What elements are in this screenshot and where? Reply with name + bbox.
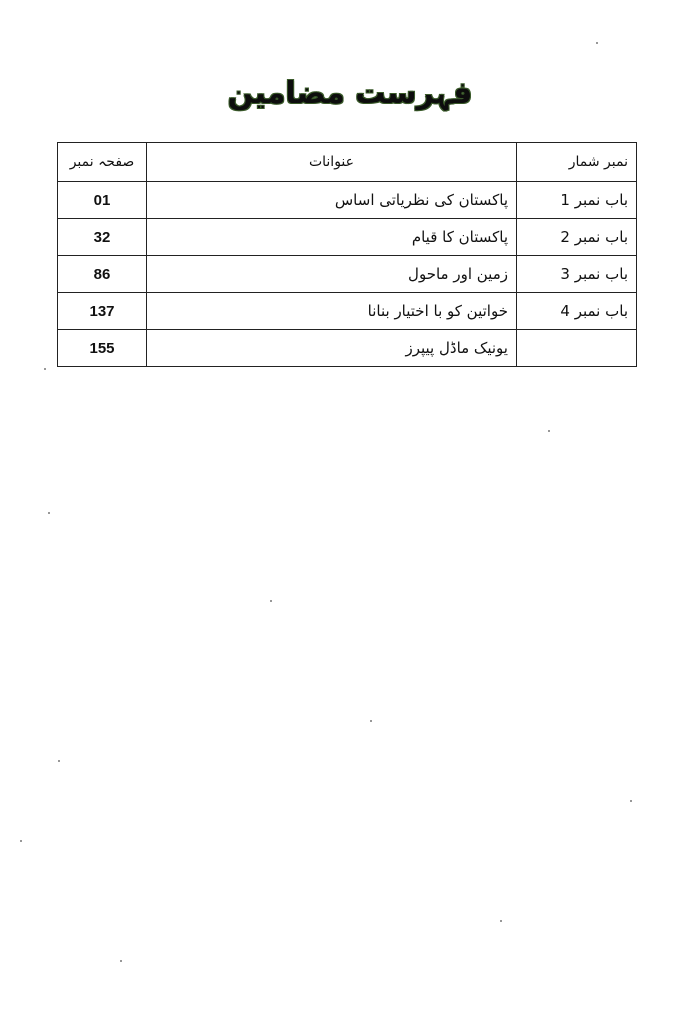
chapter-number (517, 330, 637, 367)
header-title: عنوانات (147, 143, 517, 182)
table-row (58, 293, 637, 330)
scan-speck (48, 512, 50, 514)
chapter-title: پاکستان کی نظریاتی اساس (147, 182, 517, 219)
chapter-number: باب نمبر 1 (517, 182, 637, 219)
scan-speck (120, 960, 122, 962)
scan-speck (500, 920, 502, 922)
page-number: 32 (58, 219, 147, 256)
scan-speck (548, 430, 550, 432)
table-row (58, 182, 637, 219)
scan-speck (58, 760, 60, 762)
chapter-title: زمین اور ماحول (147, 256, 517, 293)
page-title: فہرست مضامین (227, 76, 473, 111)
page-number: 86 (58, 256, 147, 293)
table-row (58, 219, 637, 256)
table-row (58, 256, 637, 293)
scan-speck (270, 600, 272, 602)
scan-speck (370, 720, 372, 722)
chapter-title: خواتین کو با اختیار بنانا (147, 293, 517, 330)
chapter-number: باب نمبر 2 (517, 219, 637, 256)
contents-table (57, 142, 637, 367)
chapter-number: باب نمبر 3 (517, 256, 637, 293)
chapter-title: یونیک ماڈل پیپرز (147, 330, 517, 367)
header-page: صفحہ نمبر (58, 143, 147, 182)
header-number: نمبر شمار (517, 143, 637, 182)
page-number: 137 (58, 293, 147, 330)
scan-speck (630, 800, 632, 802)
page-number: 01 (58, 182, 147, 219)
table-row (58, 330, 637, 367)
scan-speck (20, 840, 22, 842)
table-header-row (58, 143, 637, 182)
chapter-title: پاکستان کا قیام (147, 219, 517, 256)
scan-speck (44, 368, 46, 370)
scan-speck (596, 42, 598, 44)
chapter-number: باب نمبر 4 (517, 293, 637, 330)
page-number: 155 (58, 330, 147, 367)
